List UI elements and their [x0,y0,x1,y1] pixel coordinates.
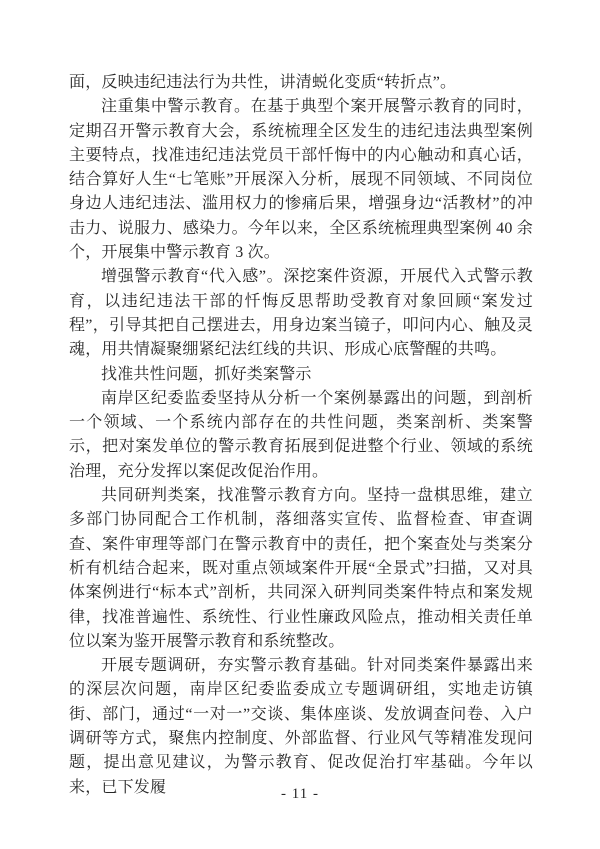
page-number: - 11 - [281,786,319,802]
body-paragraph: 注重集中警示教育。在基于典型个案开展警示教育的同时，定期召开警示教育大会，系统梳理全区发生的违纪违法典型案例主要特点，找准违纪违法党员干部忏悔中的内心触动和真心话，结合算好人生“七笔账”开展深入分析，展现不同领域、不同岗位身边人违纪违法、滥用权力的惨痛后果，增强身边“活教材”的冲击力、说服力、感染力。今年以来，全区系统梳理典型案例 40 余个，开展集中警示教育 3 次。 [69,98,533,262]
body-paragraph: 增强警示教育“代入感”。深挖案件资源，开展代入式警示教育，以违纪违法干部的忏悔反思帮助受教育对象回顾“案发过程”，引导其把自己摆进去，用身边案当镜子，叩问内心、触及灵魂，用共情凝聚绷紧纪法红线的共识、形成心底警醒的共鸣。 [69,268,533,359]
body-paragraph: 共同研判类案，找准警示教育方向。坚持一盘棋思维，建立多部门协同配合工作机制，落细落实宣传、监督检查、审查调查、案件审理等部门在警示教育中的责任，把个案查处与类案分析有机结合起来，既对重点领域案件开展“全景式”扫描，又对具体案例进行“标本式”剖析，共同深入研判同类案件特点和案发规律，找准普遍性、系统性、行业性廉政风险点，推动相关责任单位以案为鉴开展警示教育和系统整改。 [69,487,533,650]
section-heading: 找准共性问题，抓好类案警示 [101,365,312,383]
page-body-text [69,71,533,800]
body-paragraph: 开展专题调研，夯实警示教育基础。针对同类案件暴露出来的深层次问题，南岸区纪委监委成立专题调研组，实地走访镇街、部门，通过“一对一”交谈、集体座谈、发放调查问卷、入户调研等方式，聚焦内控制度、外部监督、行业风气等精准发现问题，提出意见建议，为警示教育、促改促治打牢基础。今年以来，已下发履 [69,657,533,796]
body-paragraph-continuation: 面，反映违纪违法行为共性，讲清蜕化变质“转折点”。 [69,74,457,91]
body-paragraph: 南岸区纪委监委坚持从分析一个案例暴露出的问题，到剖析一个领域、一个系统内部存在的共性问题，类案剖析、类案警示，把对案发单位的警示教育拓展到促进整个行业、领域的系统治理，充分发挥以案促改促治作用。 [69,389,533,480]
